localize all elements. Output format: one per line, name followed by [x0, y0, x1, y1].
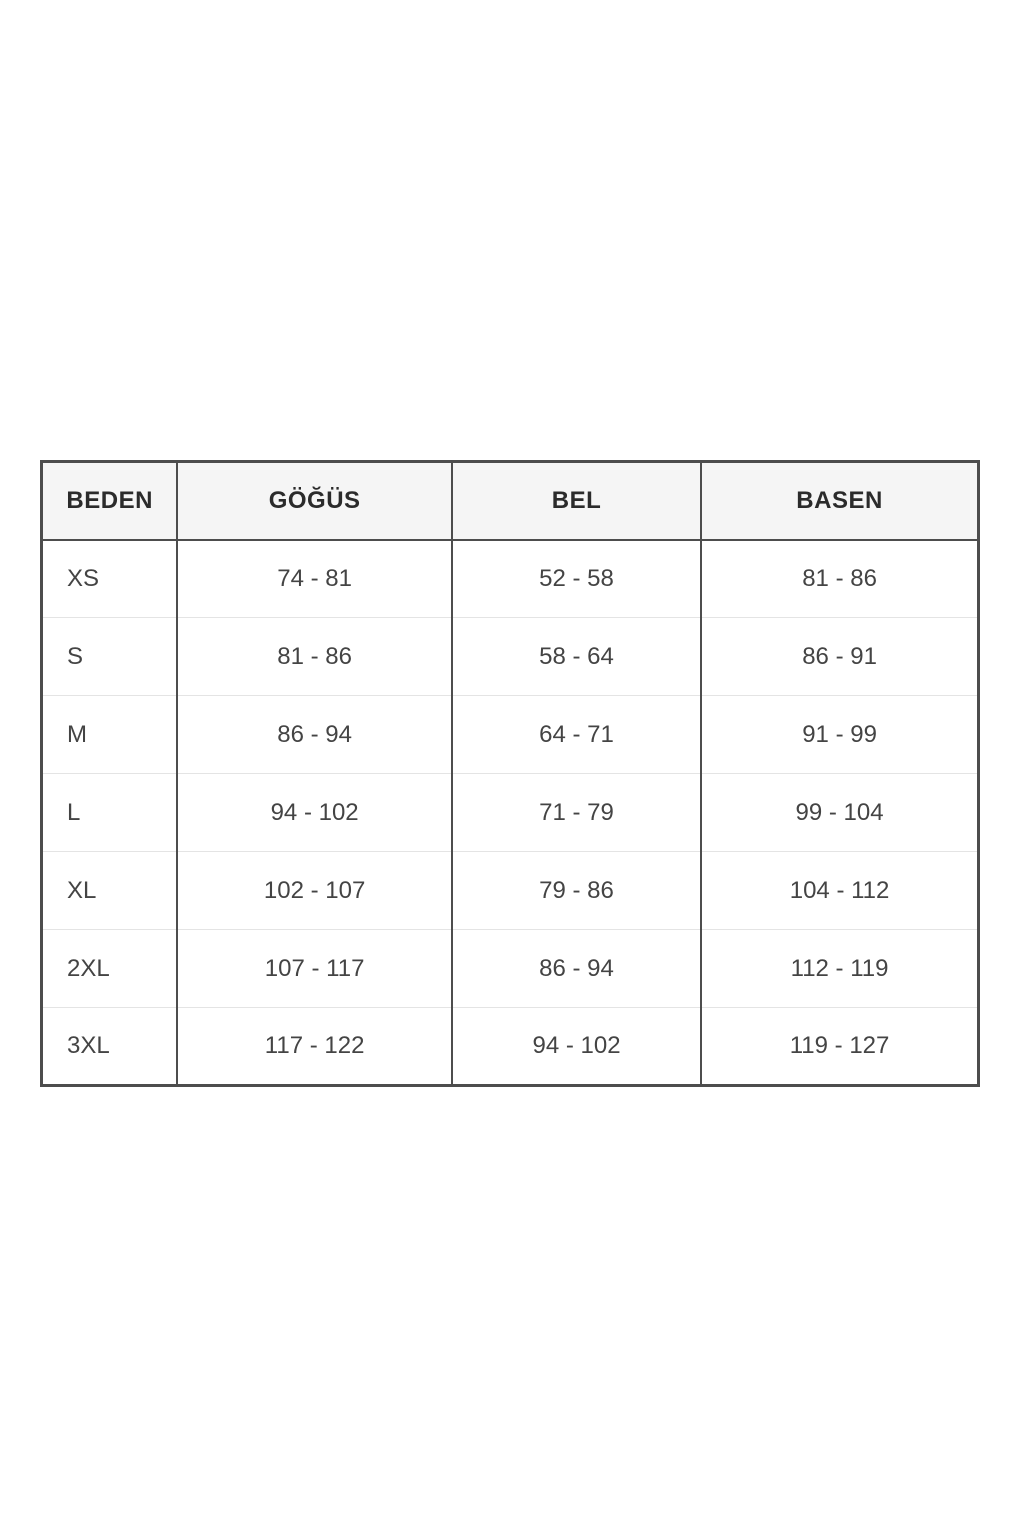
cell-waist: 86 - 94	[452, 930, 701, 1008]
cell-chest: 86 - 94	[177, 696, 452, 774]
cell-chest: 102 - 107	[177, 852, 452, 930]
cell-hip: 119 - 127	[701, 1008, 978, 1086]
table-row	[42, 696, 979, 774]
cell-waist: 71 - 79	[452, 774, 701, 852]
header-row	[42, 462, 979, 540]
header-size: BEDEN	[42, 462, 178, 540]
cell-size: M	[42, 696, 178, 774]
cell-waist: 52 - 58	[452, 540, 701, 618]
cell-hip: 86 - 91	[701, 618, 978, 696]
cell-size: XS	[42, 540, 178, 618]
cell-size: 2XL	[42, 930, 178, 1008]
table-row	[42, 618, 979, 696]
size-chart-table	[40, 460, 980, 1087]
table-row	[42, 1008, 979, 1086]
header-chest: GÖĞÜS	[177, 462, 452, 540]
cell-size: S	[42, 618, 178, 696]
cell-waist: 64 - 71	[452, 696, 701, 774]
cell-size: XL	[42, 852, 178, 930]
cell-chest: 94 - 102	[177, 774, 452, 852]
table-row	[42, 774, 979, 852]
header-hip: BASEN	[701, 462, 978, 540]
cell-chest: 81 - 86	[177, 618, 452, 696]
cell-size: 3XL	[42, 1008, 178, 1086]
cell-chest: 117 - 122	[177, 1008, 452, 1086]
cell-waist: 79 - 86	[452, 852, 701, 930]
cell-hip: 81 - 86	[701, 540, 978, 618]
cell-waist: 58 - 64	[452, 618, 701, 696]
cell-hip: 112 - 119	[701, 930, 978, 1008]
cell-chest: 74 - 81	[177, 540, 452, 618]
cell-size: L	[42, 774, 178, 852]
cell-hip: 91 - 99	[701, 696, 978, 774]
cell-waist: 94 - 102	[452, 1008, 701, 1086]
cell-hip: 99 - 104	[701, 774, 978, 852]
table-row	[42, 930, 979, 1008]
cell-hip: 104 - 112	[701, 852, 978, 930]
cell-chest: 107 - 117	[177, 930, 452, 1008]
table-row	[42, 540, 979, 618]
table-row	[42, 852, 979, 930]
header-waist: BEL	[452, 462, 701, 540]
